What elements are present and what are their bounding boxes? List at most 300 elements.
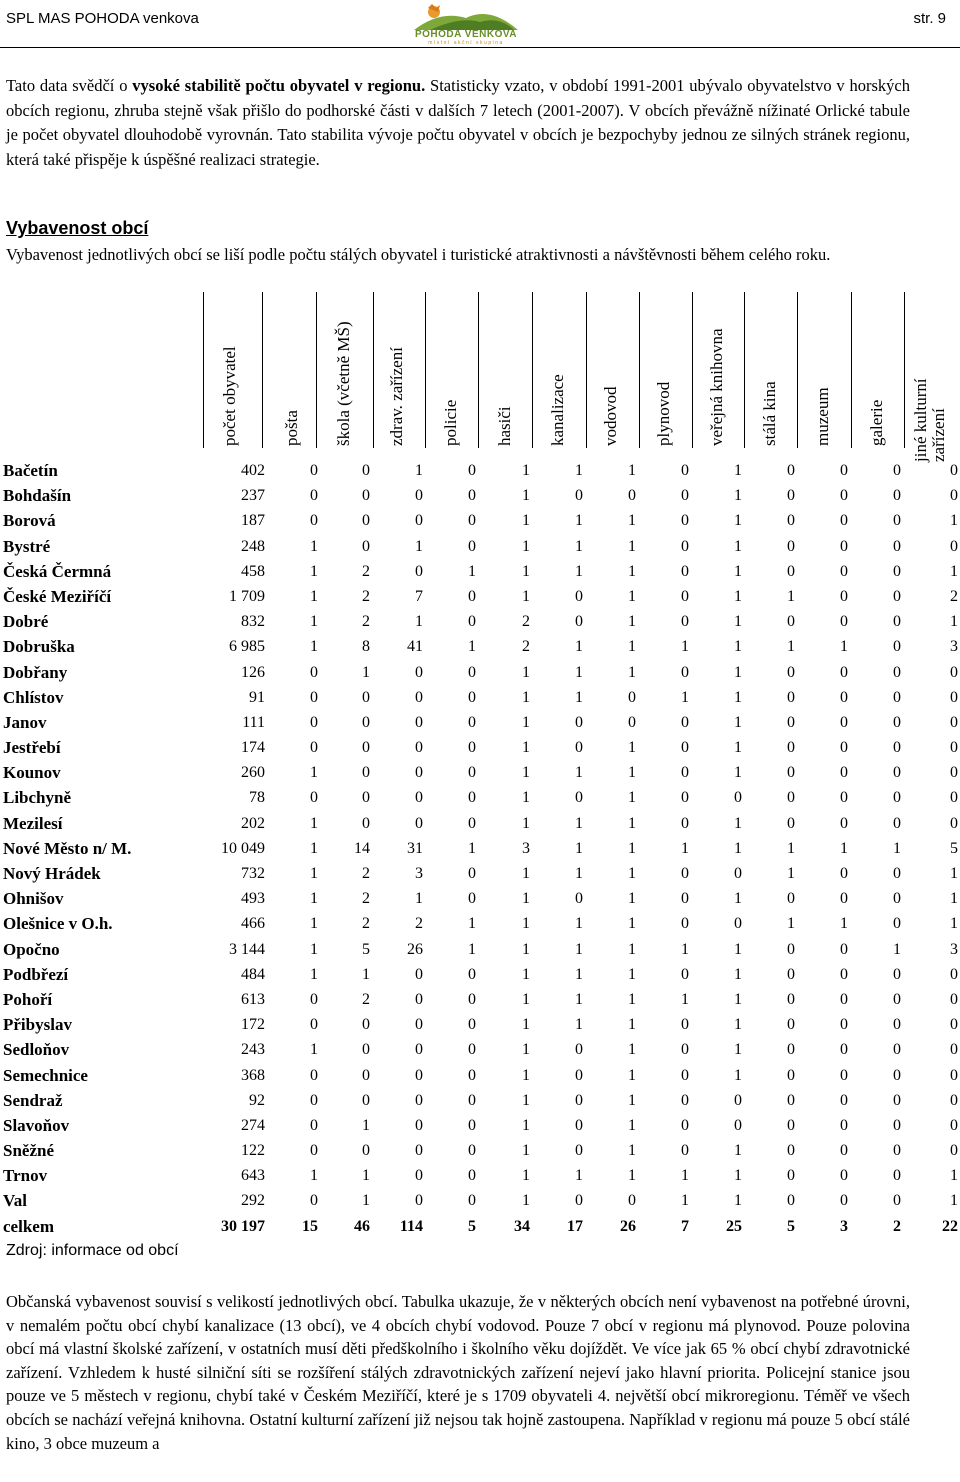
table-cell: 0: [310, 713, 318, 731]
table-cell: 0: [415, 739, 423, 757]
table-cell: 0: [840, 462, 848, 479]
table-cell: 1: [734, 663, 742, 681]
table-cell: 0: [950, 487, 958, 505]
table-cell: 0: [893, 1167, 901, 1185]
table-row: [0, 863, 960, 888]
table-cell: 1 709: [229, 587, 265, 605]
table-cell: 0: [840, 1192, 848, 1210]
table-cell: 1: [628, 739, 636, 757]
municipality-name: Val: [3, 1191, 27, 1211]
table-cell: 0: [415, 1142, 423, 1160]
table-cell: 1: [310, 587, 318, 605]
table-cell: 1: [840, 839, 848, 857]
municipality-name: Jestřebí: [3, 738, 61, 758]
table-cell: 1: [787, 839, 795, 857]
table-row: [0, 561, 960, 586]
table-cell: 0: [840, 1066, 848, 1084]
table-cell: 0: [310, 1091, 318, 1109]
table-cell: 22: [942, 1217, 958, 1235]
table-cell: 0: [787, 1041, 795, 1059]
table-row: [0, 460, 960, 485]
table-cell: 1: [522, 1041, 530, 1059]
table-cell: 5: [950, 839, 958, 857]
table-total-row: [0, 1216, 960, 1241]
table-cell: 2: [950, 587, 958, 605]
table-cell: 0: [840, 865, 848, 882]
column-divider: [744, 292, 745, 448]
table-cell: 0: [734, 865, 742, 882]
municipality-name: Slavoňov: [3, 1115, 70, 1135]
table-row: [0, 939, 960, 964]
table-cell: 1: [522, 764, 530, 782]
table-cell: 0: [681, 713, 689, 731]
table-cell: 0: [362, 713, 370, 731]
table-cell: 0: [950, 1016, 958, 1034]
table-cell: 643: [241, 1167, 265, 1185]
municipality-name: Sendraž: [3, 1090, 63, 1110]
table-cell: 1: [468, 562, 476, 580]
table-cell: 1: [734, 537, 742, 555]
table-cell: 1: [310, 638, 318, 656]
table-cell: 1: [362, 663, 370, 681]
table-cell: 0: [840, 688, 848, 706]
table-cell: 1: [893, 839, 901, 857]
table-cell: 0: [681, 915, 689, 933]
table-row: [0, 536, 960, 561]
table-cell: 1: [628, 965, 636, 983]
table-cell: 1: [575, 688, 583, 706]
table-cell: 0: [787, 1066, 795, 1084]
table-cell: 0: [950, 462, 958, 479]
table-cell: 0: [415, 1116, 423, 1134]
table-cell: 0: [575, 1142, 583, 1160]
table-cell: 3 144: [229, 940, 265, 958]
column-header: pošta: [282, 410, 301, 446]
municipality-name: Dobré: [3, 612, 49, 632]
table-cell: 1: [734, 764, 742, 782]
column-header: kanalizace: [548, 374, 567, 446]
table-cell: 14: [354, 839, 370, 857]
table-cell: 0: [681, 562, 689, 580]
table-row: [0, 1014, 960, 1039]
table-cell: 1: [734, 1142, 742, 1160]
table-cell: 0: [950, 1066, 958, 1084]
table-cell: 0: [787, 1016, 795, 1034]
table-cell: 0: [575, 1041, 583, 1059]
table-cell: 0: [734, 1091, 742, 1109]
table-cell: 466: [241, 915, 265, 933]
column-divider: [425, 292, 426, 448]
table-cell: 458: [241, 562, 265, 580]
table-cell: 10 049: [221, 839, 265, 857]
table-cell: 1: [734, 1016, 742, 1034]
table-cell: 1: [628, 915, 636, 933]
table-cell: 1: [522, 1091, 530, 1109]
table-cell: 0: [787, 462, 795, 479]
table-cell: 0: [893, 462, 901, 479]
table-cell: 1: [734, 587, 742, 605]
column-divider: [478, 292, 479, 448]
table-cell: 1: [522, 1142, 530, 1160]
column-divider: [316, 292, 317, 448]
table-cell: 248: [241, 537, 265, 555]
table-cell: 187: [241, 512, 265, 530]
table-cell: 402: [241, 462, 265, 479]
table-cell: 1: [950, 890, 958, 908]
table-cell: 0: [310, 512, 318, 530]
table-row: [0, 636, 960, 661]
table-cell: 274: [241, 1116, 265, 1134]
municipality-name: Ohnišov: [3, 889, 64, 909]
table-cell: 0: [893, 990, 901, 1008]
table-cell: 1: [628, 990, 636, 1008]
table-cell: 1: [522, 562, 530, 580]
table-cell: 2: [362, 865, 370, 882]
municipality-name: Janov: [3, 712, 47, 732]
table-cell: 0: [950, 713, 958, 731]
table-cell: 0: [787, 814, 795, 832]
table-cell: 0: [468, 1041, 476, 1059]
table-cell: 17: [567, 1217, 583, 1235]
table-cell: 0: [575, 890, 583, 908]
logo-title: POHODA VENKOVA: [414, 29, 517, 40]
table-cell: 0: [681, 965, 689, 983]
table-row: [0, 687, 960, 712]
table-cell: 1: [628, 764, 636, 782]
column-divider: [639, 292, 640, 448]
table-cell: 0: [415, 1167, 423, 1185]
table-cell: 2: [362, 890, 370, 908]
column-header: zdrav. zařízení: [387, 347, 406, 446]
table-cell: 1: [681, 1167, 689, 1185]
table-cell: 613: [241, 990, 265, 1008]
table-cell: 0: [893, 915, 901, 933]
table-cell: 1: [628, 613, 636, 631]
pohoda-venkova-logo: [410, 2, 522, 46]
table-cell: 7: [415, 587, 423, 605]
table-cell: 832: [241, 613, 265, 631]
table-cell: 0: [468, 688, 476, 706]
table-cell: 260: [241, 764, 265, 782]
table-cell: 3: [950, 638, 958, 656]
table-cell: 0: [840, 1016, 848, 1034]
table-cell: 1: [522, 814, 530, 832]
table-cell: 1: [628, 1041, 636, 1059]
table-cell: 1: [522, 587, 530, 605]
table-cell: 1: [310, 865, 318, 882]
table-cell: 0: [840, 789, 848, 807]
table-cell: 1: [628, 462, 636, 479]
table-cell: 0: [681, 1016, 689, 1034]
intro-lead: Tato data svědčí o: [6, 76, 133, 95]
table-cell: 0: [468, 764, 476, 782]
page-number: str. 9: [913, 10, 946, 27]
table-cell: 1: [310, 965, 318, 983]
table-cell: 0: [787, 537, 795, 555]
table-cell: 1: [362, 965, 370, 983]
table-row: [0, 964, 960, 989]
table-cell: 1: [734, 613, 742, 631]
table-cell: 0: [893, 814, 901, 832]
table-cell: 0: [787, 1091, 795, 1109]
logo-hills-icon: [410, 2, 522, 32]
column-header: plynovod: [654, 381, 673, 446]
table-cell: 0: [628, 688, 636, 706]
table-cell: 0: [681, 814, 689, 832]
table-cell: 0: [840, 1167, 848, 1185]
table-cell: 0: [840, 965, 848, 983]
table-cell: 0: [310, 663, 318, 681]
table-cell: 0: [734, 789, 742, 807]
table-cell: 1: [522, 1192, 530, 1210]
table-cell: 0: [575, 487, 583, 505]
table-cell: 0: [950, 537, 958, 555]
table-cell: 0: [681, 613, 689, 631]
table-cell: 0: [681, 512, 689, 530]
table-cell: 5: [787, 1217, 795, 1235]
table-cell: 0: [893, 1116, 901, 1134]
table-cell: 0: [840, 814, 848, 832]
table-cell: 0: [575, 1066, 583, 1084]
table-cell: 292: [241, 1192, 265, 1210]
table-cell: 0: [628, 1192, 636, 1210]
table-cell: 1: [734, 890, 742, 908]
table-cell: 0: [787, 739, 795, 757]
table-cell: 0: [681, 739, 689, 757]
table-cell: 1: [575, 965, 583, 983]
table-cell: 0: [468, 487, 476, 505]
table-cell: 0: [415, 512, 423, 530]
table-cell: 0: [468, 865, 476, 882]
table-cell: 126: [241, 663, 265, 681]
table-cell: 0: [362, 1041, 370, 1059]
table-row: [0, 1190, 960, 1215]
table-cell: 0: [468, 462, 476, 479]
table-cell: 1: [522, 789, 530, 807]
table-cell: 0: [681, 537, 689, 555]
table-cell: 0: [681, 764, 689, 782]
table-cell: 46: [354, 1217, 370, 1235]
table-cell: 0: [362, 512, 370, 530]
table-cell: 1: [522, 462, 530, 479]
table-cell: 0: [362, 1091, 370, 1109]
table-cell: 0: [840, 1116, 848, 1134]
table-header-row: [0, 292, 960, 460]
table-cell: 26: [407, 940, 423, 958]
table-cell: 2: [362, 613, 370, 631]
table-cell: 0: [950, 965, 958, 983]
table-cell: 0: [840, 764, 848, 782]
table-cell: 114: [399, 1217, 423, 1235]
table-cell: 0: [362, 1066, 370, 1084]
table-cell: 1: [950, 865, 958, 882]
table-cell: 1: [734, 1167, 742, 1185]
table-cell: 0: [893, 638, 901, 656]
table-cell: 0: [950, 1091, 958, 1109]
table-cell: 0: [415, 789, 423, 807]
table-cell: 0: [575, 613, 583, 631]
column-divider: [262, 292, 263, 448]
table-cell: 0: [681, 789, 689, 807]
table-cell: 0: [310, 487, 318, 505]
table-cell: 91: [249, 688, 265, 706]
table-cell: 1: [522, 990, 530, 1008]
table-cell: 0: [840, 537, 848, 555]
intro-paragraph: [6, 74, 910, 172]
table-cell: 0: [893, 587, 901, 605]
table-row: [0, 712, 960, 737]
table-cell: 0: [468, 789, 476, 807]
table-cell: 0: [893, 512, 901, 530]
table-row: [0, 1065, 960, 1090]
table-cell: 1: [522, 688, 530, 706]
intro-rest: Statisticky vzato, v období 1991-2001 ubývalo obyvatelstvo v horských obcích regionu, zhruba stejně však přišlo do podhorské části v dalších 7 letech (2001-2007). V obcích převážně nížinaté Orlické tabule je počet obyvatel dlouhodobě vyrovnán. Tato stabilita vývoje počtu obyvatel v obcích je bezpochyby jednou ze silných stránek regionu, která také přispěje k úspěšné realizaci strategie.: [6, 76, 910, 169]
table-cell: 1: [734, 965, 742, 983]
table-cell: 1: [310, 839, 318, 857]
table-cell: 0: [787, 487, 795, 505]
table-cell: 0: [840, 587, 848, 605]
table-cell: 1: [628, 587, 636, 605]
table-cell: 1: [734, 1066, 742, 1084]
municipality-name: Nový Hrádek: [3, 864, 101, 883]
table-cell: 0: [787, 688, 795, 706]
table-cell: 0: [575, 1091, 583, 1109]
table-cell: 1: [950, 1192, 958, 1210]
table-cell: 2: [893, 1217, 901, 1235]
table-cell: 0: [468, 512, 476, 530]
table-cell: 1: [575, 839, 583, 857]
table-cell: 0: [415, 1016, 423, 1034]
table-cell: 2: [415, 915, 423, 933]
table-cell: 0: [734, 1116, 742, 1134]
table-cell: 0: [950, 739, 958, 757]
table-cell: 0: [734, 915, 742, 933]
table-cell: 1: [628, 638, 636, 656]
table-cell: 0: [681, 1091, 689, 1109]
table-cell: 1: [310, 613, 318, 631]
table-cell: 1: [310, 764, 318, 782]
table-cell: 1: [575, 512, 583, 530]
table-cell: 0: [840, 990, 848, 1008]
municipality-name: Dobruška: [3, 637, 75, 657]
table-cell: 2: [522, 613, 530, 631]
table-cell: 0: [840, 890, 848, 908]
table-cell: 1: [522, 487, 530, 505]
table-cell: 1: [681, 839, 689, 857]
table-cell: 0: [415, 663, 423, 681]
table-cell: 1: [415, 613, 423, 631]
table-cell: 0: [468, 1116, 476, 1134]
table-cell: 1: [522, 965, 530, 983]
table-cell: 3: [415, 865, 423, 882]
table-cell: 1: [415, 890, 423, 908]
table-cell: 1: [628, 512, 636, 530]
table-cell: 0: [840, 613, 848, 631]
municipality-name: Pohoří: [3, 989, 53, 1009]
table-row: [0, 838, 960, 863]
municipality-name: Bystré: [3, 536, 51, 556]
table-cell: 1: [468, 839, 476, 857]
table-cell: 0: [950, 1041, 958, 1059]
table-cell: 41: [407, 638, 423, 656]
table-row: [0, 1115, 960, 1140]
column-divider: [373, 292, 374, 448]
table-cell: 0: [415, 965, 423, 983]
table-cell: 237: [241, 487, 265, 505]
municipality-name: Mezilesí: [3, 813, 63, 833]
column-header: jiné kulturní zařízení: [911, 378, 948, 462]
closing-paragraph: Občanská vybavenost souvisí s velikostí jednotlivých obcí. Tabulka ukazuje, že v některých obcích není vybavenost na potřebné úrovni, v nemalém počtu obcí chybí kanalizace (13 obcí), ve 4 obcích chybí vodovod. Pouze 7 obcí v regionu má plynovod. Pouze polovina obcí má vlastní školské zařízení, v ostatních musí děti předškolního i školního věku dojíždět. Ve více jak 65 % obcí chybí zdravotnické zařízení. Vzhledem k husté silniční síti se rozšíření stálých zdravotnických zařízení nejeví jako hlavní priorita. Policejní stanice jsou pouze ve 5 městech v regionu, chybí také v Českém Meziříčí, které je s 1709 obyvateli 4. největší obcí mikroregionu. Téměř ve všech obcích se nachází veřejná knihovna. Ostatní kulturní zařízení již nejsou tak hojně zastoupena. Například v regionu má pouze 5 obcí stálé kino, 3 obce muzeum a: [6, 1292, 910, 1453]
table-cell: 0: [575, 1192, 583, 1210]
table-cell: 0: [415, 990, 423, 1008]
table-cell: 0: [310, 789, 318, 807]
table-cell: 1: [950, 562, 958, 580]
table-cell: 1: [362, 1192, 370, 1210]
table-cell: 0: [893, 688, 901, 706]
table-cell: 0: [575, 587, 583, 605]
table-cell: 0: [840, 713, 848, 731]
municipality-name: Dobřany: [3, 662, 68, 682]
table-cell: 1: [575, 1167, 583, 1185]
table-cell: 0: [787, 663, 795, 681]
table-cell: 1: [734, 990, 742, 1008]
table-cell: 1: [734, 940, 742, 958]
table-row: [0, 510, 960, 535]
table-cell: 1: [575, 1016, 583, 1034]
table-cell: 0: [681, 462, 689, 479]
table-cell: 0: [681, 865, 689, 882]
table-cell: 174: [241, 739, 265, 757]
table-cell: 0: [310, 990, 318, 1008]
table-cell: 1: [840, 915, 848, 933]
table-cell: 2: [362, 562, 370, 580]
table-cell: 0: [468, 1142, 476, 1160]
table-cell: 1: [575, 663, 583, 681]
table-cell: 202: [241, 814, 265, 832]
table-row: [0, 787, 960, 812]
table-cell: 1: [681, 940, 689, 958]
table-cell: 1: [787, 638, 795, 656]
column-header: veřejná knihovna: [707, 328, 726, 446]
table-cell: 1: [575, 537, 583, 555]
table-cell: 0: [415, 1066, 423, 1084]
table-cell: 0: [468, 537, 476, 555]
table-cell: 1: [628, 865, 636, 882]
table-cell: 0: [840, 940, 848, 958]
table-cell: 3: [950, 940, 958, 958]
table-cell: 0: [681, 1142, 689, 1160]
table-cell: 1: [734, 1041, 742, 1059]
table-cell: 0: [840, 562, 848, 580]
table-cell: 1: [734, 512, 742, 530]
table-cell: 0: [787, 562, 795, 580]
table-cell: 0: [950, 814, 958, 832]
table-cell: 6 985: [229, 638, 265, 656]
table-cell: 0: [468, 1192, 476, 1210]
municipality-name: Semechnice: [3, 1065, 88, 1085]
table-cell: 1: [522, 1066, 530, 1084]
table-cell: 0: [681, 487, 689, 505]
section-heading: Vybavenost obcí: [6, 218, 149, 238]
section-paragraph: Vybavenost jednotlivých obcí se liší podle počtu stálých obyvatel i turistické atraktivnosti a návštěvnosti během celého roku.: [6, 245, 831, 264]
table-cell: 732: [241, 865, 265, 882]
table-row: [0, 913, 960, 938]
table-cell: 0: [468, 965, 476, 983]
table-cell: 0: [362, 1016, 370, 1034]
table-cell: 1: [310, 1167, 318, 1185]
table-cell: 0: [787, 512, 795, 530]
column-divider: [203, 292, 204, 448]
